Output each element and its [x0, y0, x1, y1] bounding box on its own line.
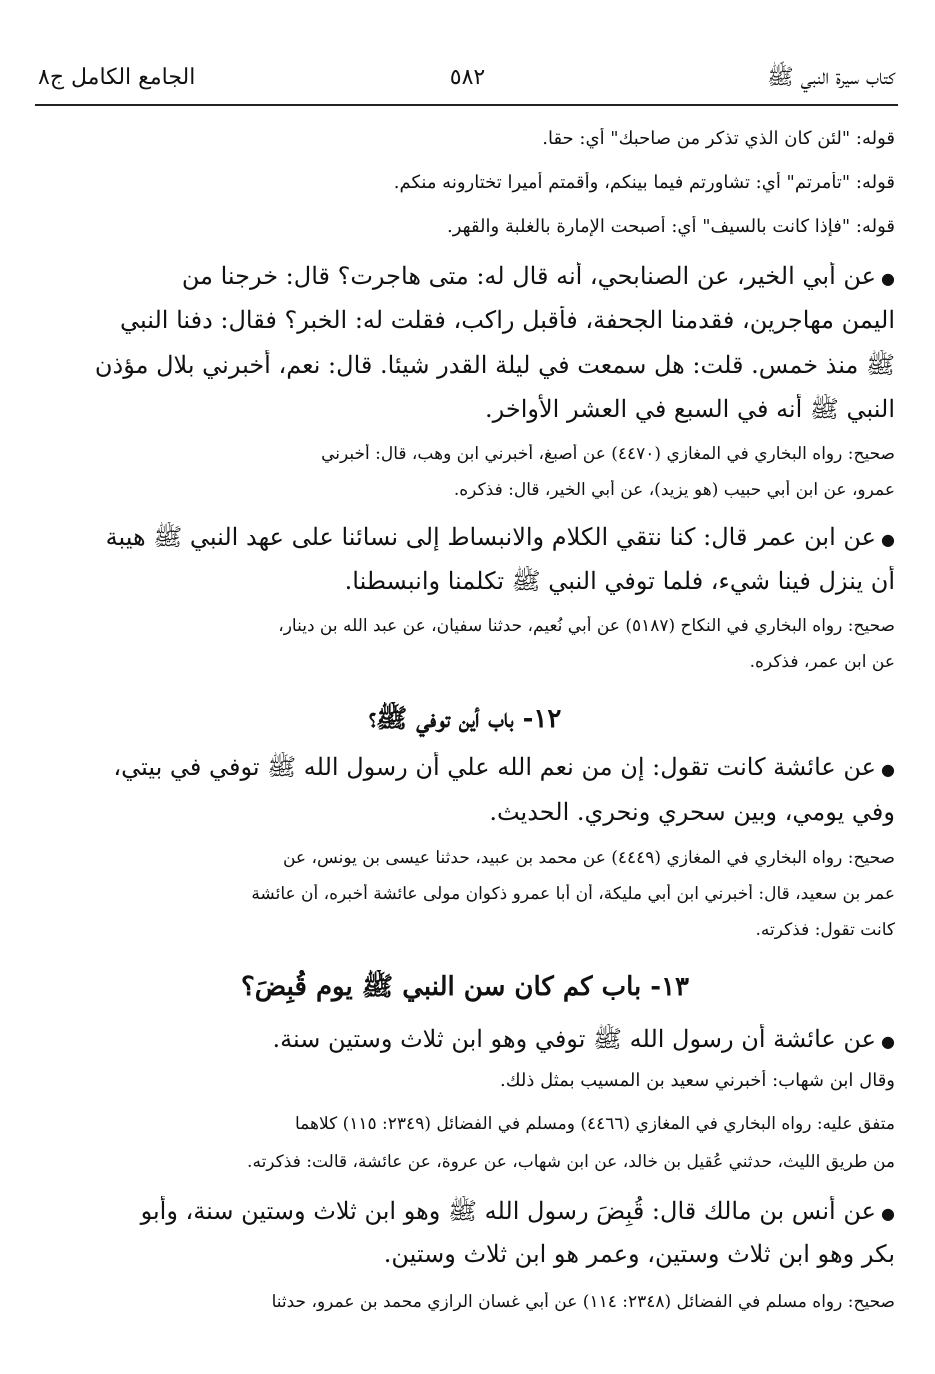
chapter-heading: ١٣- باب كم كان سن النبي ﷺ يوم قُبِضَ؟	[240, 972, 690, 1002]
takhrij-line: صحيح: رواه مسلم في الفضائل (٢٣٤٨: ١١٤) عن أبي غسان الرازي محمد بن عمرو، حدثنا	[271, 1292, 895, 1312]
hadith-line: وقال ابن شهاب: أخبرني سعيد بن المسيب بمثل ذلك.	[499, 1070, 895, 1091]
takhrij-line: صحيح: رواه البخاري في المغازي (٤٤٧٠) عن أصبغ، أخبرني ابن وهب، قال: أخبرني	[321, 444, 895, 464]
note-line: قوله: "فإذا كانت بالسيف" أي: أصبحت الإمارة بالغلبة والقهر.	[447, 216, 895, 237]
hadith-line: ● عن عائشة أن رسول الله ﷺ توفي وهو ابن ثلاث وستين سنة.	[35, 1024, 895, 1059]
hadith-line: ● عن أنس بن مالك قال: قُبِضَ رسول الله ﷺ وهو ابن ثلاث وستين سنة، وأبو	[35, 1196, 895, 1231]
running-title-left: الجامع الكامل ج٨	[38, 65, 196, 90]
hadith-line: بكر وهو ابن ثلاث وستين، وعمر هو ابن ثلاث وستين.	[383, 1240, 895, 1268]
hadith-line: أن ينزل فينا شيء، فلما توفي النبي ﷺ تكلمنا وانبسطنا.	[344, 567, 895, 595]
hadith-line: ● عن عائشة كانت تقول: إن من نعم الله علي أن رسول الله ﷺ توفي في بيتي،	[35, 752, 895, 787]
note-line: قوله: "لئن كان الذي تذكر من صاحبك" أي: حقا.	[542, 128, 895, 149]
running-title-right: كتاب سيرة النبي ﷺ	[767, 65, 895, 90]
chapter-heading: ١٢- باب أين توفي ﷺ؟	[368, 704, 562, 734]
takhrij-line: عمرو، عن ابن أبي حبيب (هو يزيد)، عن أبي الخير، قال: فذكره.	[453, 480, 895, 500]
takhrij-line: عمر بن سعيد، قال: أخبرني ابن أبي مليكة، أن أبا عمرو ذكوان مولى عائشة أخبره، أن عائشة	[251, 884, 895, 904]
takhrij-line: عن ابن عمر، فذكره.	[749, 652, 895, 672]
takhrij-line: صحيح: رواه البخاري في المغازي (٤٤٤٩) عن محمد بن عبيد، حدثنا عيسى بن يونس، عن	[282, 848, 895, 868]
page-number: ٥٨٢	[449, 65, 486, 90]
hadith-line: ● عن ابن عمر قال: كنا نتقي الكلام والانبساط إلى نسائنا على عهد النبي ﷺ هيبة	[35, 522, 895, 557]
header-rule	[35, 104, 898, 106]
hadith-line: اليمن مهاجرين، فقدمنا الجحفة، فأقبل راكب، فقلت له: الخبر؟ فقال: دفنا النبي	[119, 306, 895, 334]
takhrij-line: من طريق الليث، حدثني عُقيل بن خالد، عن ابن شهاب، عن عروة، عن عائشة، قالت: فذكرته.	[247, 1152, 895, 1172]
hadith-line: النبي ﷺ أنه في السبع في العشر الأواخر.	[485, 395, 895, 423]
takhrij-line: صحيح: رواه البخاري في النكاح (٥١٨٧) عن أبي نُعيم، حدثنا سفيان، عن عبد الله بن دينار،	[278, 616, 895, 636]
hadith-line: وفي يومي، وبين سحري ونحري. الحديث.	[489, 798, 895, 826]
takhrij-line: كانت تقول: فذكرته.	[755, 920, 895, 940]
hadith-line: ● عن أبي الخير، عن الصنابحي، أنه قال له: متى هاجرت؟ قال: خرجنا من	[35, 262, 895, 290]
takhrij-line: متفق عليه: رواه البخاري في المغازي (٤٤٦٦) ومسلم في الفضائل (٢٣٤٩: ١١٥) كلاهما	[295, 1114, 895, 1134]
note-line: قوله: "تأمرتم" أي: تشاورتم فيما بينكم، وأقمتم أميرا تختارونه منكم.	[393, 172, 895, 193]
hadith-line: ﷺ منذ خمس. قلت: هل سمعت في ليلة القدر شيئا. قال: نعم، أخبرني بلال مؤذن	[94, 351, 895, 379]
